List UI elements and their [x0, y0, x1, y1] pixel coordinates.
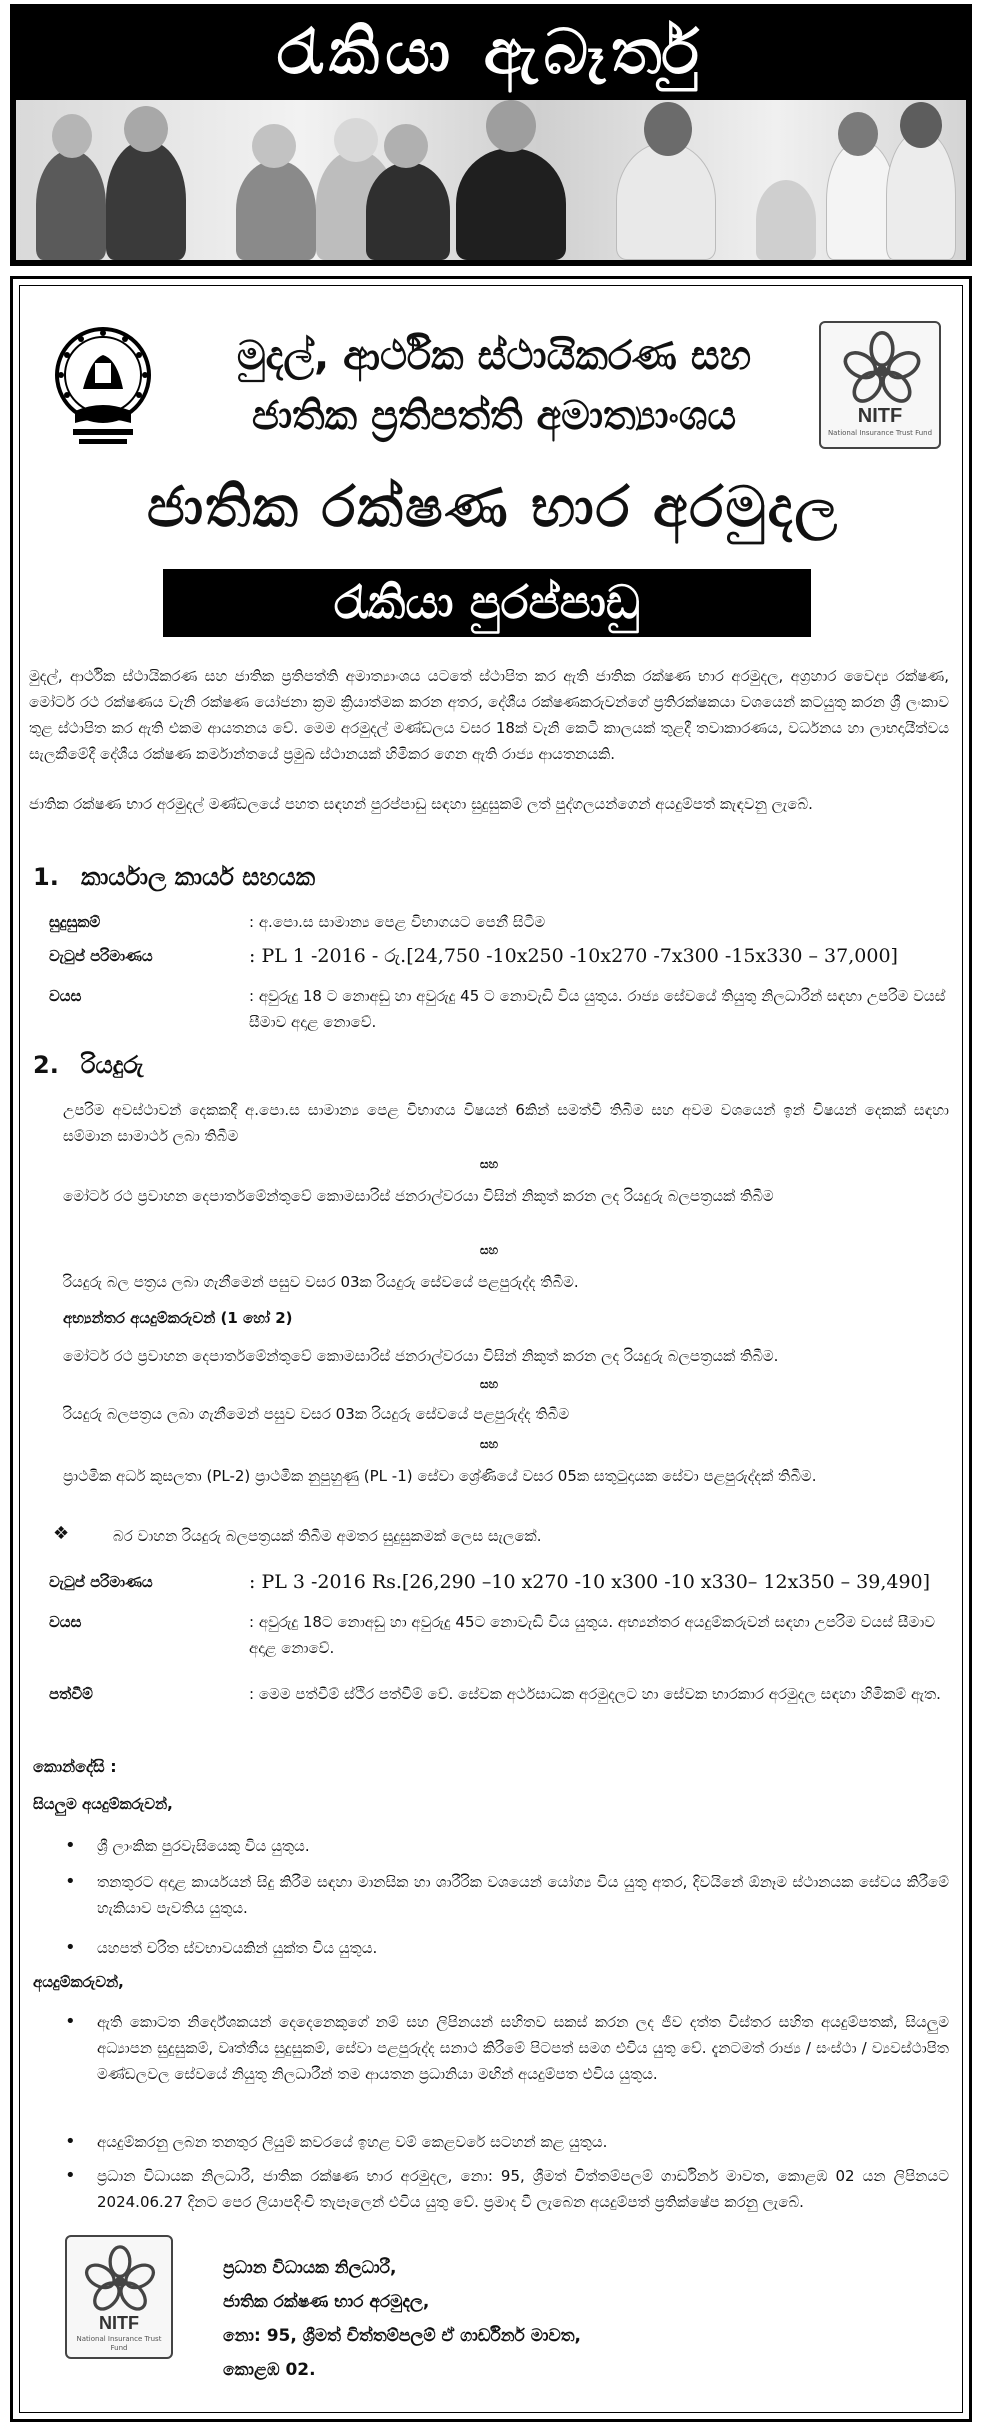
age-value: : අවුරුදු 18 ට නොඅඩු හා අවුරුදු 45 ට නොවැඩි විය යුතුය. රාජ්‍ය සේවයේ තියුතු නිලධාරීන් සඳහා උපරිම වයස් සීමාව අදාළ නොවේ.: [249, 987, 946, 1031]
jobs-banner: [10, 4, 972, 266]
driver-salary-row: [49, 1569, 949, 1599]
address-block: [223, 2251, 581, 2387]
bullet-icon: •: [65, 2011, 76, 2032]
age-value: : අවුරුදු 18ට නොඅඩු හා අවුරුදු 45ට නොවැඩි විය යුතුය. අභ්‍යන්තර අයදුම්කරුවන් සඳහා උපරිම වයස් සීමාව අදාළ නොවේ.: [249, 1613, 936, 1657]
list-item: • ඇති කොටත නිර්දේශකයන් දෙදෙනෙකුගේ නම් සහ ලිපිනයන් සහිතව සකස් කරන ලද ජීව දත්ත විස්තර සහිත අයදුම්පතක්, සියලුම අධ්‍යාපන සුදුසුකම්, වෘත්තීය සුදුසුකම්, සේවා පළපුරුද්ද සනාථ කිරීමේ පිටපත් සමග එවිය යුතු වේ. දැනටමත් රාජ්‍ය / සංස්ථා / ව්‍යවස්ථාපිත මණ්ඩලවල සේවයේ නියුතු නිලධාරීන් තම ආයතන ප්‍රධානියා මඟින් අයදුම්පත එවිය යුතුය.: [65, 2011, 949, 2083]
section-office-assistant: [33, 863, 315, 891]
nitf-logo: [65, 2235, 173, 2359]
section-number: 2.: [33, 1051, 59, 1079]
professionals-photo: [16, 100, 966, 260]
intro-paragraph: මුදල්, ආර්ථික ස්ථායිකරණ සහ ජාතික ප්‍රතිපත්ති අමාත්‍යාංශය යටතේ ස්ථාපිත කර ඇති ජාතික රක්ෂණ භාර අරමුදල, අග්‍රහාර වෛද්‍ය රක්ෂණ, මෝටර් රථ රක්ෂණය වැනි රක්ෂණ යෝජනා ක්‍රම ක්‍රියාත්මක කරන අතර, දේශීය රක්ෂණකරුවන්ගේ ප්‍රතිරක්ෂකයා වශයෙන් කටයුතු කරන ශ්‍රී ලංකාව තුළ ස්ථාපිත කර ඇති එකම ආයතනය වේ. මෙම අරමුදල් මණ්ඩලය වසර 18ක් වැනි කෙටි කාලයක් තුළදී තවාකාරණය, වර්ධනය හා ලාභදායීත්වය සැලකීමේදී දේශීය රක්ෂණ කර්මාන්තයේ ප්‍රමුඛ ස්ථානයක් හිමිකර ගෙන ඇති රාජ්‍ය ආයතනයකි.: [29, 667, 949, 763]
age-label: වයස: [49, 1613, 82, 1631]
address-line: නො: 95, ශ්‍රීමත් චිත්තම්පලම් ඒ ගාර්ඩිනර් මාවත,: [223, 2326, 582, 2346]
salary-value: : PL 1 -2016 - රු.[24,750 -10x250 -10x270 -7x300 -15x330 – 37,000]: [249, 945, 898, 967]
driver-requirement-2: මෝටර් රථ ප්‍රවාහන දෙපාර්තමේන්තුවේ කොමසාරිස් ජනරාල්වරයා විසින් නිකුත් කරන ලද රියදුරු බලපත්‍රයක් තිබීම: [63, 1187, 774, 1205]
age-row: [49, 983, 949, 1037]
flower-icon: [79, 2245, 161, 2311]
ministry-name-line1: මුදල්, ආර්ථික ස්ථායිකරණ සහ: [236, 333, 752, 379]
flower-icon: [837, 331, 927, 403]
driver-requirement-1: උපරිම අවස්ථාවන් දෙකකදී අ.පො.ස සාමාන්‍ය පෙළ විභාගය විෂයන් 6කින් සමත්වී තිබීම සහ අවම වශයෙන් ඉන් විෂයන් දෙකක් සඳහා සම්මාන සාමාර්ථ ලබා තිබීම: [63, 1101, 949, 1145]
bullet-icon: •: [65, 1871, 76, 1892]
salary-row: [49, 943, 949, 973]
nitf-logo-text: NITF: [857, 405, 903, 427]
address-line: ප්‍රධාන විධායක නිලධාරී,: [223, 2258, 397, 2278]
list-item: • තනතුරට අදාළ කාර්යයන් සිදු කිරීම සඳහා මානසික හා ශාරීරික වශයෙන් යෝග්‍ය විය යුතු අතර, දිවයිනේ ඕනෑම ස්ථානයක සේවය කිරීමේ හැකියාව පැවතිය යුතුය.: [65, 1871, 949, 1917]
and-connector: සහ: [479, 1243, 499, 1257]
and-connector: සහ: [479, 1437, 499, 1451]
list-item: • යහපත් චරිත ස්වභාවයකින් යුක්ත විය යුතුය.: [53, 1935, 949, 1961]
section-driver: [33, 1051, 143, 1079]
banner-title: රැකියා ඇබෑර්තු: [276, 15, 706, 88]
advertisement-box: [10, 276, 972, 2422]
internal-requirement-1: මෝටර් රථ ප්‍රවාහන දෙපාර්තමේන්තුවේ කොමසාරිස් ජනරාල්වරයා විසින් නිකුත් කරන ලද රියදුරු බලපත්‍රයක් තිබීම.: [63, 1347, 779, 1365]
nitf-logo-subtitle: National Insurance Trust Fund: [76, 2335, 162, 2352]
list-item: • අයදුම්කරනු ලබන තනතුර ලියුම් කවරයේ ඉහළ වම් කෙළවරේ සටහන් කළ යුතුය.: [53, 2129, 949, 2155]
ministry-name-line2: ජාතික ප්‍රතිපත්ති අමාත්‍යාංශය: [251, 393, 737, 439]
internal-requirement-2: රියදුරු බලපත්‍රය ලබා ගැනීමෙන් පසුව වසර 03ක රියදුරු සේවයේ පළපුරුද්ද තිබීම: [63, 1405, 570, 1423]
diamond-bullet-icon: ❖: [53, 1523, 70, 1544]
nitf-logo-subtitle: National Insurance Trust Fund: [827, 429, 933, 437]
bullet-icon: •: [65, 1937, 76, 1958]
list-item: • ශ්‍රී ලාංකික පුරවැසියෙකු විය යුතුය.: [53, 1833, 949, 1859]
additional-qualification-note: බර වාහන රියදුරු බලපත්‍රයක් තිබීම අමතර සුදුසුකමක් ලෙස සැලකේ.: [113, 1527, 542, 1545]
salary-label: වැටුප් පරිමාණය: [49, 947, 153, 965]
nitf-logo: [819, 321, 941, 449]
driver-requirement-3: රියදුරු බල පත්‍රය ලබා ගැනීමෙන් පසුව වසර 03ක රියදුරු සේවයේ පළපුරුද්ද තිබීම.: [63, 1273, 579, 1291]
and-connector: සහ: [479, 1157, 499, 1171]
section-title: රියදුරු: [81, 1051, 144, 1079]
conditions-heading: කොන්දේසි :: [33, 1757, 117, 1776]
section-number: 1.: [33, 863, 59, 891]
internal-applicants-heading: අභ්‍යන්තර අයදුම්කරුවන් (1 හෝ 2): [63, 1309, 293, 1327]
appointment-label: පත්වීම්: [49, 1685, 93, 1703]
internal-requirement-3: ප්‍රාථමික අර්ධ කුසලතා (PL-2) ප්‍රාථමික නුපුහුණු (PL -1) සේවා ශ්‍රේණියේ වසර 05ක සතුටුදායක සේවා පළපුරුද්දක් තිබීම.: [63, 1467, 817, 1485]
and-connector: සහ: [479, 1377, 499, 1391]
salary-value: : PL 3 -2016 Rs.[26,290 –10 x270 -10 x300 -10 x330– 12x350 – 39,490]: [249, 1571, 931, 1593]
bullet-icon: •: [65, 1835, 76, 1856]
driver-age-row: [49, 1609, 949, 1663]
address-line: කොළඹ 02.: [223, 2360, 316, 2380]
qualifications-value: : අ.පො.ස සාමාන්‍ය පෙළ විභාගයට පෙනී සිටීම: [249, 913, 546, 931]
fund-name: ජාතික රක්ෂණ භාර අරමුදල: [146, 475, 840, 540]
appointment-row: [49, 1681, 949, 1735]
address-line: ජාතික රක්ෂණ භාර අරමුදල,: [223, 2292, 430, 2312]
sri-lanka-emblem-icon: [53, 319, 153, 451]
section-title: කාර්යාල කාර්ය සහයක: [81, 863, 316, 891]
all-applicants-heading: සියලුම අයදුම්කරුවන්,: [33, 1795, 173, 1813]
vacancies-heading: රැකියා පුරප්පාඩු: [163, 569, 811, 637]
qualifications-row: [49, 909, 949, 935]
age-label: වයස: [49, 987, 82, 1005]
bullet-icon: •: [65, 2131, 76, 2152]
list-item: • ප්‍රධාන විධායක නිලධාරී, ජාතික රක්ෂණ භාර අරමුදල, නො: 95, ශ්‍රීමත් චිත්තම්පලම් ගාර්ඩිනර් මාවත, කොළඹ 02 යන ලිපිනයට 2024.06.27 දිනට පෙර ලියාපදිංචි තැපෑලෙන් එවිය යුතු වේ. ප්‍රමාද වී ලැබෙන අයදුම්පත් ප්‍රතික්ෂේප කරනු ලැබේ.: [65, 2165, 949, 2211]
applicants-heading: අයදුම්කරුවන්,: [33, 1973, 124, 1991]
bullet-icon: •: [65, 2165, 76, 2186]
appointment-value: : මෙම පත්වීම් ස්ථිර පත්වීම් වේ. සේවක අර්ථසාධක අරමුදලට හා සේවක භාරකාර අරමුදල සඳහා හිමිකම් ඇත.: [249, 1685, 941, 1703]
qualifications-label: සුදුසුකම්: [49, 913, 101, 931]
salary-label: වැටුප් පරිමාණය: [49, 1573, 153, 1591]
invitation-paragraph: ජාතික රක්ෂණ භාර අරමුදල් මණ්ඩලයේ පහත සඳහන් පුරප්පාඩු සඳහා සුදුසුකම් ලත් පුද්ගලයන්ගෙන් අයදුම්පත් කැඳවනු ලැබේ.: [29, 795, 813, 813]
nitf-logo-text: NITF: [99, 2313, 139, 2333]
